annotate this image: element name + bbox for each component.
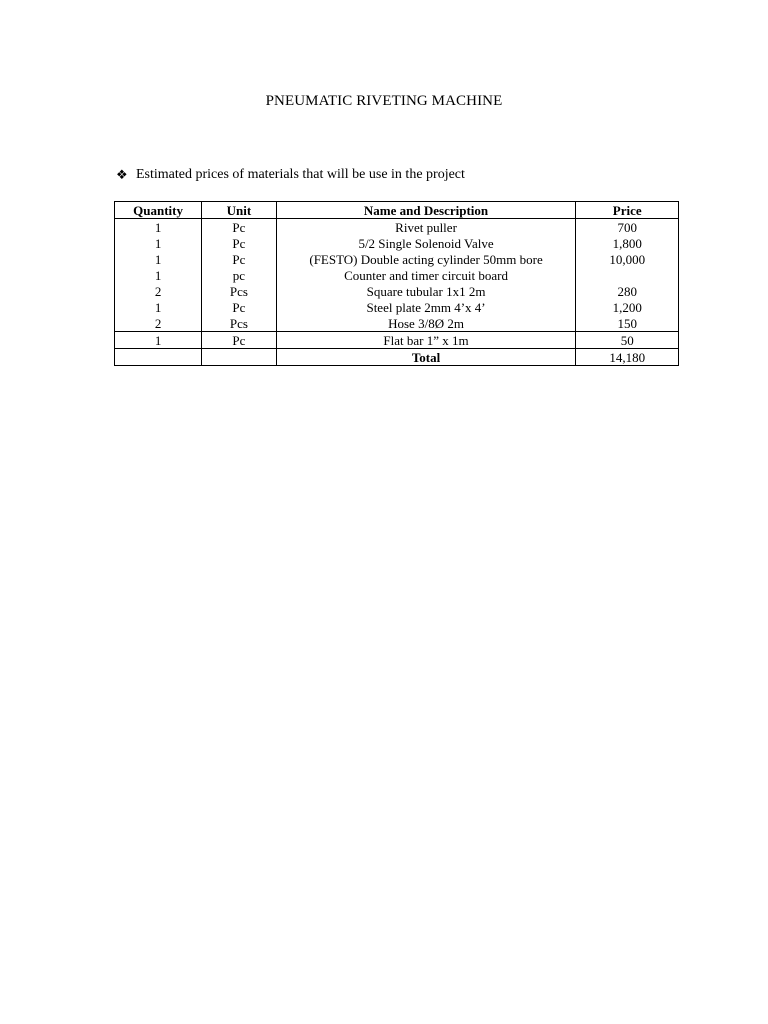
cell-description: Rivet puller (276, 219, 576, 236)
cell-price: 700 (576, 219, 679, 236)
table-row (115, 219, 679, 236)
header-quantity: Quantity (115, 202, 202, 219)
cell-price: 1,200 (576, 299, 679, 315)
cell-description: Steel plate 2mm 4’x 4’ (276, 299, 576, 315)
cell-price: 50 (576, 332, 679, 349)
cell-price (576, 267, 679, 283)
table-row (115, 332, 679, 349)
cell-quantity: 2 (115, 315, 202, 332)
cell-unit: pc (202, 267, 276, 283)
cell-quantity: 1 (115, 299, 202, 315)
cell-description: Counter and timer circuit board (276, 267, 576, 283)
table-row (115, 235, 679, 251)
cell-quantity: 1 (115, 219, 202, 236)
total-label: Total (276, 349, 576, 366)
cell-quantity: 1 (115, 267, 202, 283)
cell-description: Hose 3/8Ø 2m (276, 315, 576, 332)
bullet-text: Estimated prices of materials that will be use in the project (136, 167, 465, 182)
table-row (115, 315, 679, 332)
cell-quantity: 1 (115, 235, 202, 251)
cell-price: 10,000 (576, 251, 679, 267)
cell-unit: Pc (202, 251, 276, 267)
cell-price: 280 (576, 283, 679, 299)
cell-unit: Pc (202, 235, 276, 251)
cell-unit: Pcs (202, 283, 276, 299)
cell-quantity: 2 (115, 283, 202, 299)
bullet-item (116, 167, 465, 183)
total-value: 14,180 (576, 349, 679, 366)
cell-description: Flat bar 1” x 1m (276, 332, 576, 349)
cell-unit: Pc (202, 299, 276, 315)
cell-price: 150 (576, 315, 679, 332)
cell-quantity: 1 (115, 332, 202, 349)
cell-unit: Pc (202, 219, 276, 236)
cell-unit: Pcs (202, 315, 276, 332)
table-header-row (115, 202, 679, 219)
table-row (115, 251, 679, 267)
materials-price-table (114, 201, 679, 366)
header-price: Price (576, 202, 679, 219)
table-row (115, 283, 679, 299)
header-description: Name and Description (276, 202, 576, 219)
table-row (115, 299, 679, 315)
cell-description: Square tubular 1x1 2m (276, 283, 576, 299)
cell-empty (115, 349, 202, 366)
page-title: PNEUMATIC RIVETING MACHINE (265, 93, 503, 109)
cell-empty (202, 349, 276, 366)
cell-description: 5/2 Single Solenoid Valve (276, 235, 576, 251)
diamond-four-icon: ❖ (116, 167, 128, 183)
header-unit: Unit (202, 202, 276, 219)
cell-price: 1,800 (576, 235, 679, 251)
total-row (115, 349, 679, 366)
cell-description: (FESTO) Double acting cylinder 50mm bore (276, 251, 576, 267)
cell-unit: Pc (202, 332, 276, 349)
table-row (115, 267, 679, 283)
cell-quantity: 1 (115, 251, 202, 267)
